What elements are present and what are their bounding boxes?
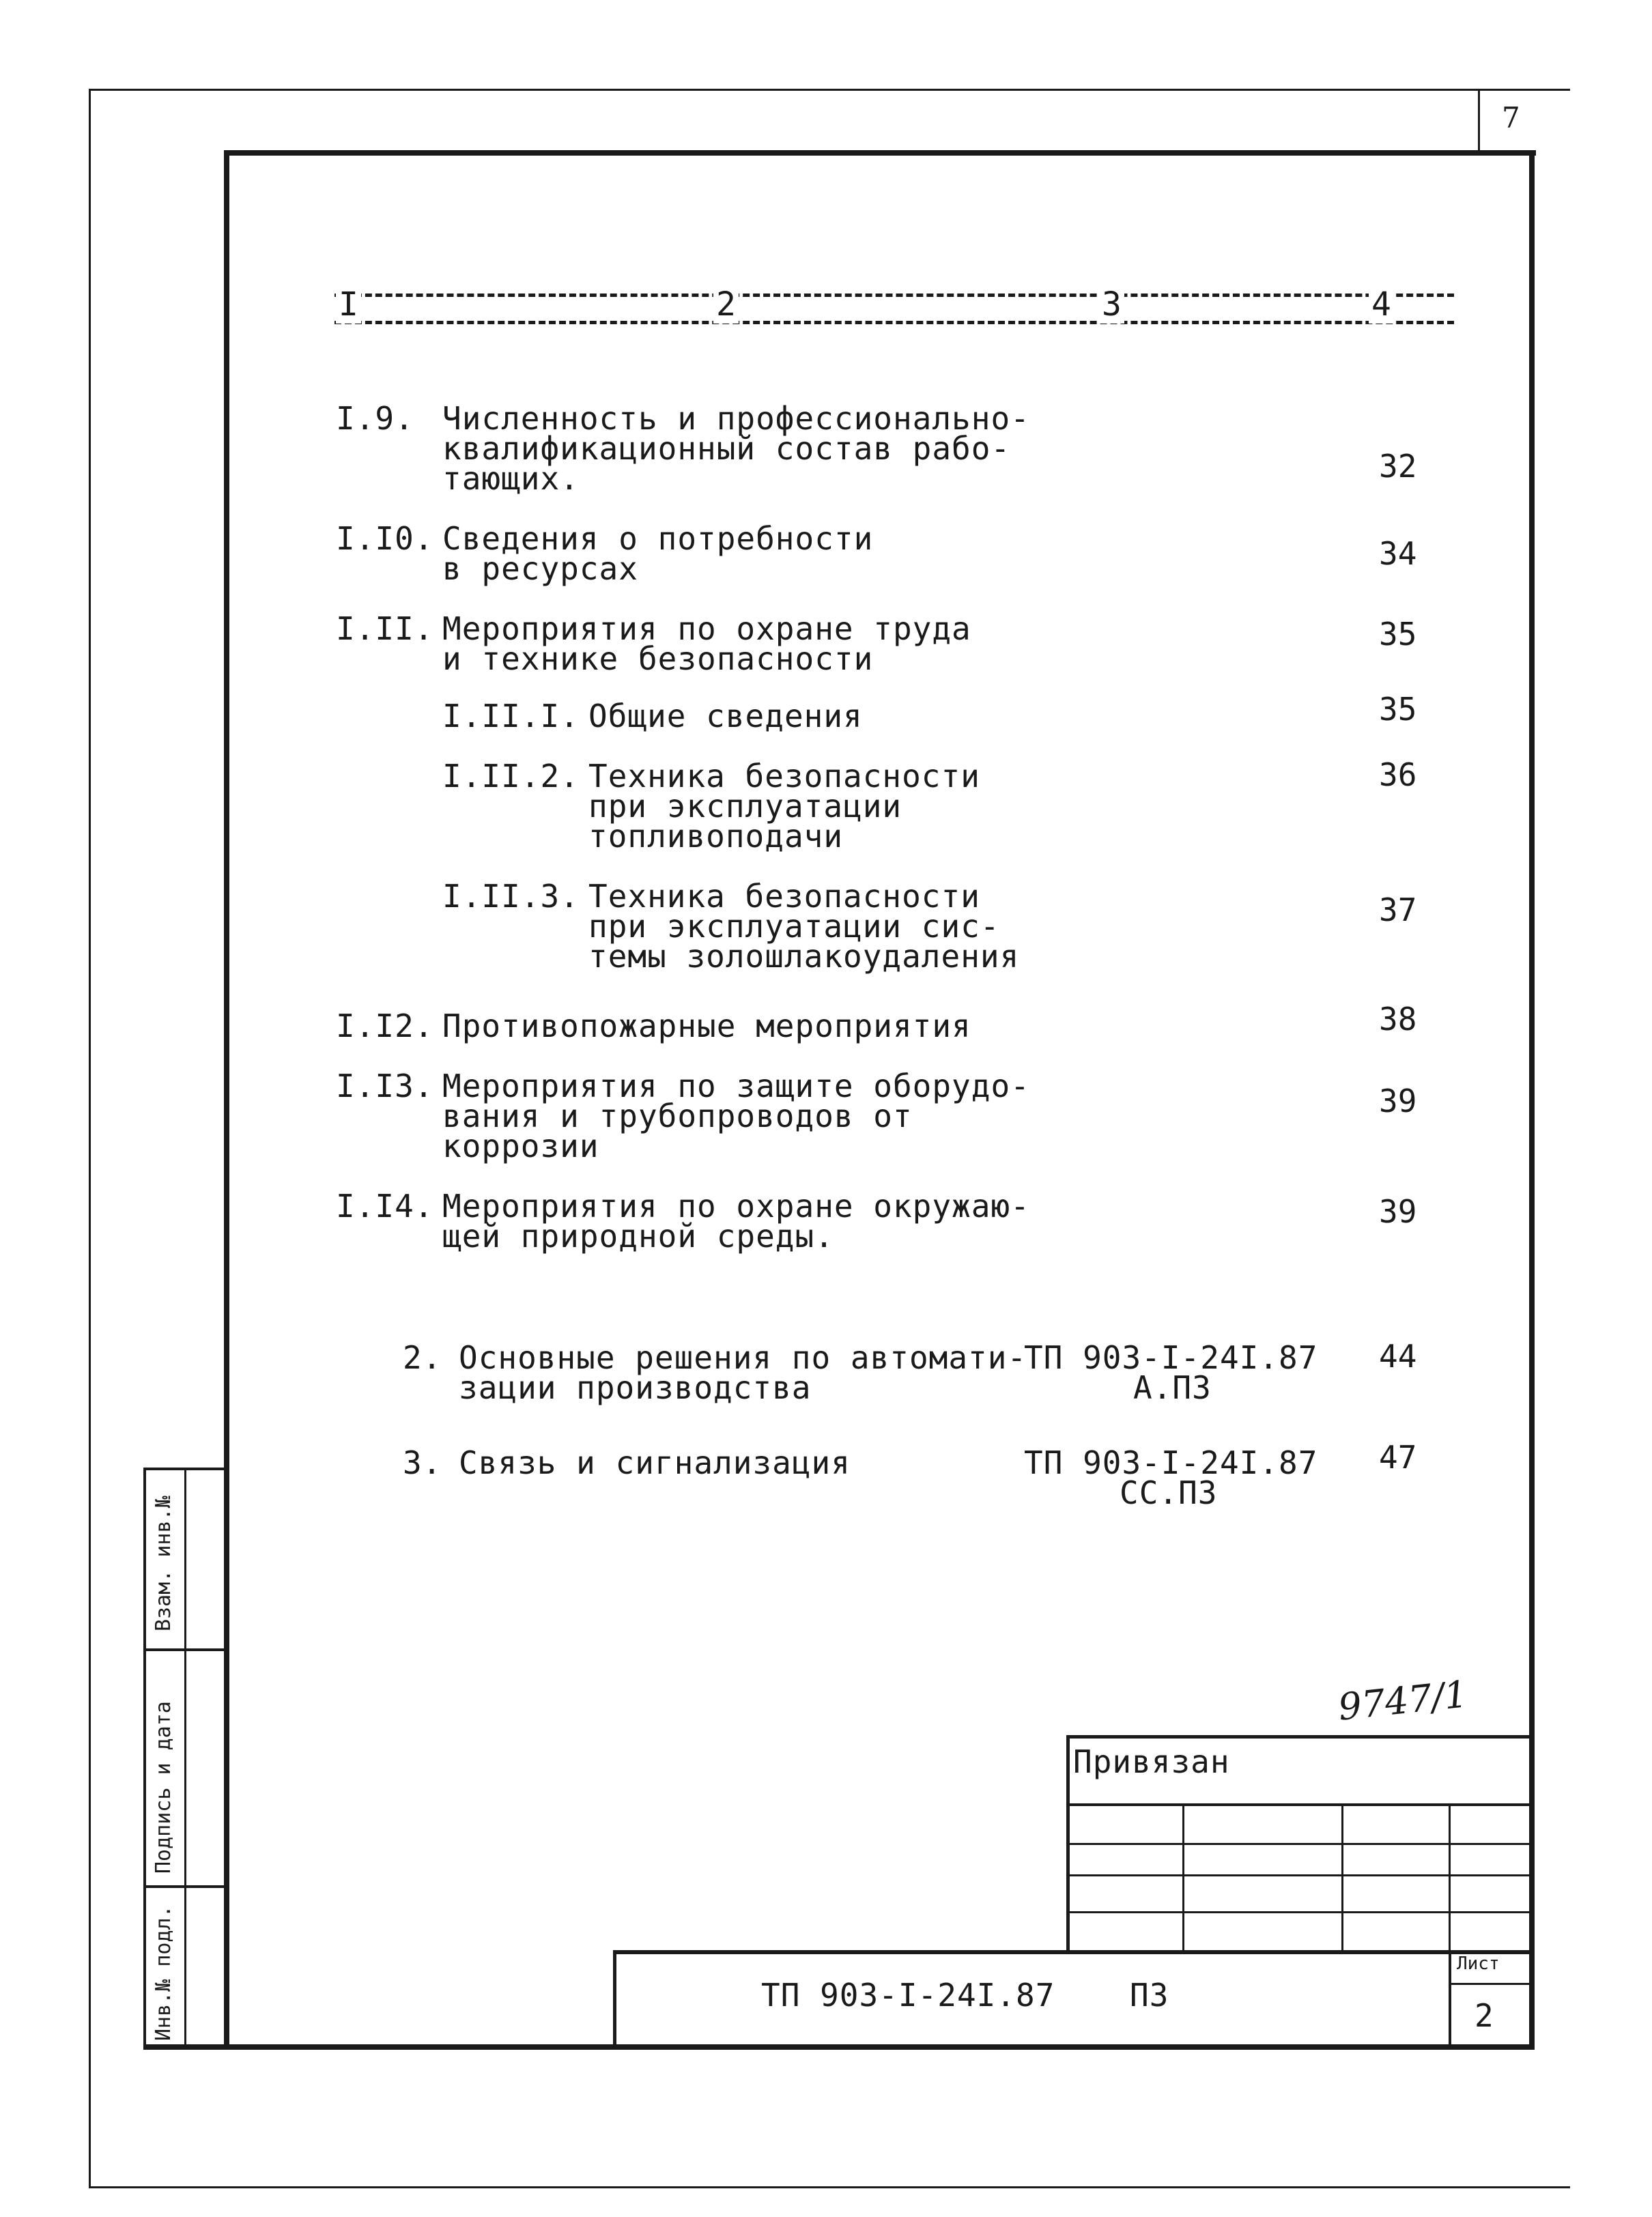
- entry-page: 38: [1379, 1001, 1417, 1038]
- entry-page: 39: [1379, 1193, 1417, 1230]
- main-frame-bottom: [143, 2044, 1535, 2050]
- entry-text-line: Техника безопасности: [588, 878, 980, 915]
- side-stamp-divider-1: [143, 1648, 229, 1651]
- entry-number: I.I0.: [336, 520, 434, 557]
- entry-doc-suffix: СС.ПЗ: [1120, 1474, 1218, 1511]
- privyazan-row-2: [1066, 1843, 1535, 1845]
- entry-page: 32: [1379, 448, 1417, 485]
- title-doc-suffix: ПЗ: [1130, 1977, 1169, 2014]
- entry-text-line: Связь и сигнализация: [459, 1444, 851, 1481]
- entry-text-line: Общие сведения: [588, 698, 863, 734]
- header-dashes-bottom: [334, 321, 1454, 324]
- privyazan-col-2: [1341, 1803, 1343, 1954]
- entry-page: 47: [1379, 1439, 1417, 1476]
- privyazan-row-3: [1066, 1874, 1535, 1876]
- side-stamp-top: [143, 1468, 229, 1470]
- main-frame-top: [224, 150, 1536, 156]
- entry-text-line: квалификационный состав рабо-: [442, 430, 1011, 467]
- entry-text-line: тающих.: [442, 460, 580, 497]
- entry-text-line: в ресурсах: [442, 550, 638, 587]
- entry-number: I.II.I.: [442, 698, 580, 734]
- entry-number: I.I2.: [336, 1007, 434, 1044]
- entry-page: 35: [1379, 691, 1417, 728]
- privyazan-col-3: [1449, 1803, 1451, 1954]
- column-header-1: I: [336, 285, 361, 324]
- main-frame-right: [1529, 150, 1535, 2048]
- entry-page: 44: [1379, 1338, 1417, 1375]
- entry-text-line: Основные решения по автомати-: [459, 1339, 1027, 1376]
- column-header-2: 2: [713, 285, 739, 324]
- entry-number: I.II.: [336, 610, 434, 647]
- entry-text-line: щей природной среды.: [442, 1218, 834, 1255]
- entry-page: 37: [1379, 891, 1417, 928]
- entry-number: 2.: [403, 1339, 442, 1376]
- entry-number: I.II.2.: [442, 758, 580, 795]
- entry-text-line: при эксплуатации: [588, 788, 902, 825]
- outer-frame-top: [89, 89, 1570, 91]
- privyazan-row-1: [1066, 1803, 1535, 1806]
- entry-doc-code: ТП 903-I-24I.87: [1024, 1444, 1318, 1481]
- side-stamp-divider-v: [184, 1468, 186, 2050]
- privyazan-top: [1066, 1735, 1535, 1739]
- entry-number: I.II.3.: [442, 878, 580, 915]
- entry-text-line: Противопожарные мероприятия: [442, 1007, 971, 1044]
- corner-page-number: 7: [1502, 101, 1520, 134]
- column-header-4: 4: [1369, 285, 1394, 324]
- sheet-number: 2: [1475, 1997, 1494, 2034]
- entry-text-line: Мероприятия по охране окружаю-: [442, 1188, 1030, 1225]
- side-stamp-left: [143, 1468, 146, 2050]
- entry-text-line: зации производства: [459, 1369, 812, 1406]
- sheet-label: Лист: [1457, 1954, 1500, 1974]
- entry-text-line: коррозии: [442, 1128, 599, 1164]
- entry-text-line: Техника безопасности: [588, 758, 980, 795]
- side-label-replace-inv: Взам. инв.№: [152, 1496, 175, 1631]
- entry-text-line: Мероприятия по защите оборудо-: [442, 1068, 1030, 1104]
- entry-text-line: Численность и профессионально-: [442, 400, 1030, 437]
- privyazan-row-4: [1066, 1911, 1535, 1913]
- header-dashes-top: [334, 294, 1454, 297]
- main-frame-left: [224, 150, 229, 2048]
- entry-number: I.I4.: [336, 1188, 434, 1225]
- column-header-3: 3: [1099, 285, 1124, 324]
- title-block-top: [613, 1950, 1535, 1954]
- entry-doc-code: ТП 903-I-24I.87: [1024, 1339, 1318, 1376]
- outer-frame-bottom: [89, 2186, 1570, 2188]
- entry-text-line: при эксплуатации сис-: [588, 908, 1000, 945]
- sheet-box-left: [1449, 1950, 1451, 2050]
- entry-number: 3.: [403, 1444, 442, 1481]
- title-block-left: [613, 1950, 616, 2050]
- outer-frame-left: [89, 89, 91, 2188]
- entry-page: 35: [1379, 616, 1417, 653]
- entry-text-line: темы золошлакоудаления: [588, 938, 1020, 975]
- entry-text-line: и технике безопасности: [442, 640, 874, 677]
- entry-number: I.9.: [336, 400, 414, 437]
- entry-text-line: Сведения о потребности: [442, 520, 874, 557]
- title-doc-code: ТП 903-I-24I.87: [761, 1977, 1055, 2014]
- entry-page: 34: [1379, 535, 1417, 572]
- entry-text-line: Мероприятия по охране труда: [442, 610, 971, 647]
- entry-text-line: топливоподачи: [588, 818, 844, 855]
- side-label-original-inv: Инв.№ подл.: [152, 1905, 175, 2041]
- privyazan-col-1: [1182, 1803, 1184, 1954]
- entry-text-line: вания и трубопроводов от: [442, 1098, 913, 1134]
- entry-page: 36: [1379, 756, 1417, 793]
- entry-number: I.I3.: [336, 1068, 434, 1104]
- side-stamp-divider-2: [143, 1885, 229, 1888]
- side-label-signature-date: Подпись и дата: [152, 1701, 175, 1874]
- sheet-box-divider: [1449, 1983, 1535, 1985]
- entry-doc-suffix: А.ПЗ: [1133, 1369, 1212, 1406]
- handwritten-number: 9747/1: [1336, 1672, 1470, 1729]
- entry-page: 39: [1379, 1083, 1417, 1119]
- corner-box-left: [1478, 89, 1480, 150]
- privyazan-label: Привязан: [1073, 1743, 1230, 1780]
